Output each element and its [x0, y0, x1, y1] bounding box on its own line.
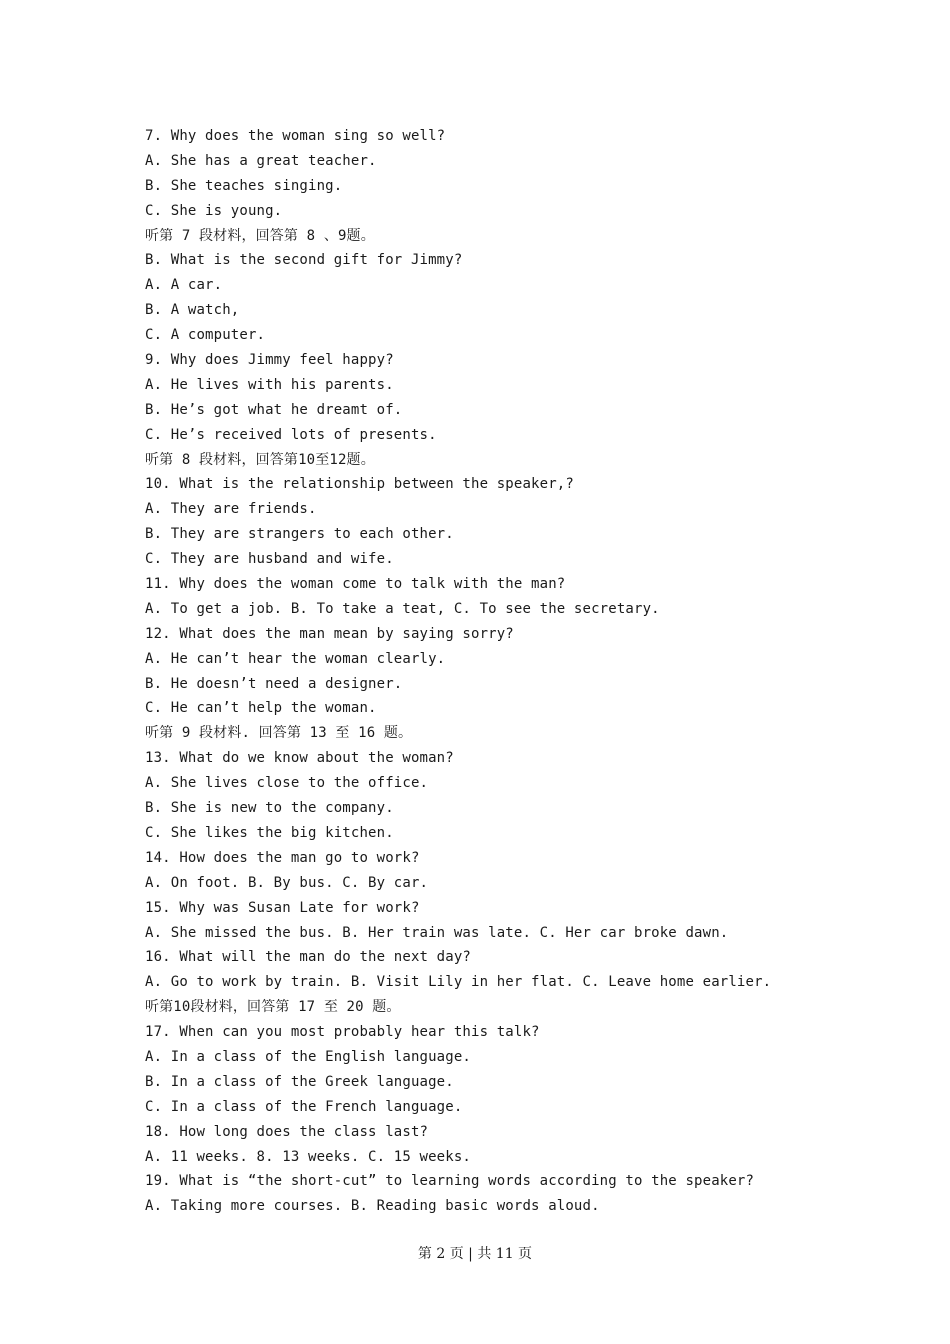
option-line: A. She lives close to the office. — [145, 775, 429, 792]
question-15: 15. Why was Susan Late for work? — [145, 899, 420, 916]
question-9: 9. Why does Jimmy feel happy? — [145, 352, 394, 369]
section-heading: 听第 8 段材料，回答第10至12题。 — [145, 451, 375, 468]
option-line: B. In a class of the Greek language. — [145, 1073, 454, 1090]
page-footer: 第 2 页 | 共 11 页 — [417, 1246, 533, 1262]
question-11: 11. Why does the woman come to talk with the man? — [145, 576, 566, 593]
question-12: 12. What does the man mean by saying sorry? — [145, 625, 514, 642]
option-line: B. She teaches singing. — [145, 177, 343, 194]
section-heading: 听第10段材料，回答第 17 至 20 题。 — [145, 999, 401, 1016]
option-line: A. He lives with his parents. — [145, 376, 394, 393]
question-10: 10. What is the relationship between the speaker,? — [145, 476, 574, 493]
section-heading: 听第 7 段材料，回答第 8 、9题。 — [145, 227, 375, 244]
question-8: B. What is the second gift for Jimmy? — [145, 252, 463, 269]
question-18: 18. How long does the class last? — [145, 1123, 429, 1140]
option-line: A. Taking more courses. B. Reading basic words aloud. — [145, 1198, 600, 1215]
option-line: A. On foot. B. By bus. C. By car. — [145, 874, 429, 891]
option-line: C. He can’t help the woman. — [145, 700, 377, 717]
option-line: C. He’s received lots of presents. — [145, 426, 437, 443]
option-line: A. He can’t hear the woman clearly. — [145, 650, 446, 667]
option-line: C. A computer. — [145, 327, 266, 344]
question-19: 19. What is “the short-cut” to learning words according to the speaker? — [145, 1173, 755, 1190]
option-line: C. She likes the big kitchen. — [145, 824, 394, 841]
option-line: B. She is new to the company. — [145, 800, 394, 817]
option-line: A. Go to work by train. B. Visit Lily in her flat. C. Leave home earlier. — [145, 974, 772, 991]
exam-content — [145, 124, 865, 1219]
question-14: 14. How does the man go to work? — [145, 849, 420, 866]
option-line: A. In a class of the English language. — [145, 1048, 471, 1065]
option-line: B. They are strangers to each other. — [145, 526, 454, 543]
option-line: A. To get a job. B. To take a teat, C. To see the secretary. — [145, 600, 660, 617]
option-line: C. They are husband and wife. — [145, 551, 394, 568]
option-line: C. In a class of the French language. — [145, 1098, 463, 1115]
section-heading: 听第 9 段材料. 回答第 13 至 16 题。 — [145, 725, 413, 742]
option-line: A. She missed the bus. B. Her train was late. C. Her car broke dawn. — [145, 924, 729, 941]
question-17: 17. When can you most probably hear this talk? — [145, 1024, 540, 1041]
option-line: B. He doesn’t need a designer. — [145, 675, 403, 692]
option-line: B. A watch, — [145, 302, 240, 319]
option-line: A. 11 weeks. 8. 13 weeks. C. 15 weeks. — [145, 1148, 471, 1165]
option-line: C. She is young. — [145, 202, 283, 219]
question-16: 16. What will the man do the next day? — [145, 949, 471, 966]
option-line: A. A car. — [145, 277, 223, 294]
option-line: A. They are friends. — [145, 501, 317, 518]
question-7: 7. Why does the woman sing so well? — [145, 128, 446, 144]
question-13: 13. What do we know about the woman? — [145, 750, 454, 767]
option-line: B. He’s got what he dreamt of. — [145, 401, 403, 418]
option-line: A. She has a great teacher. — [145, 152, 377, 169]
